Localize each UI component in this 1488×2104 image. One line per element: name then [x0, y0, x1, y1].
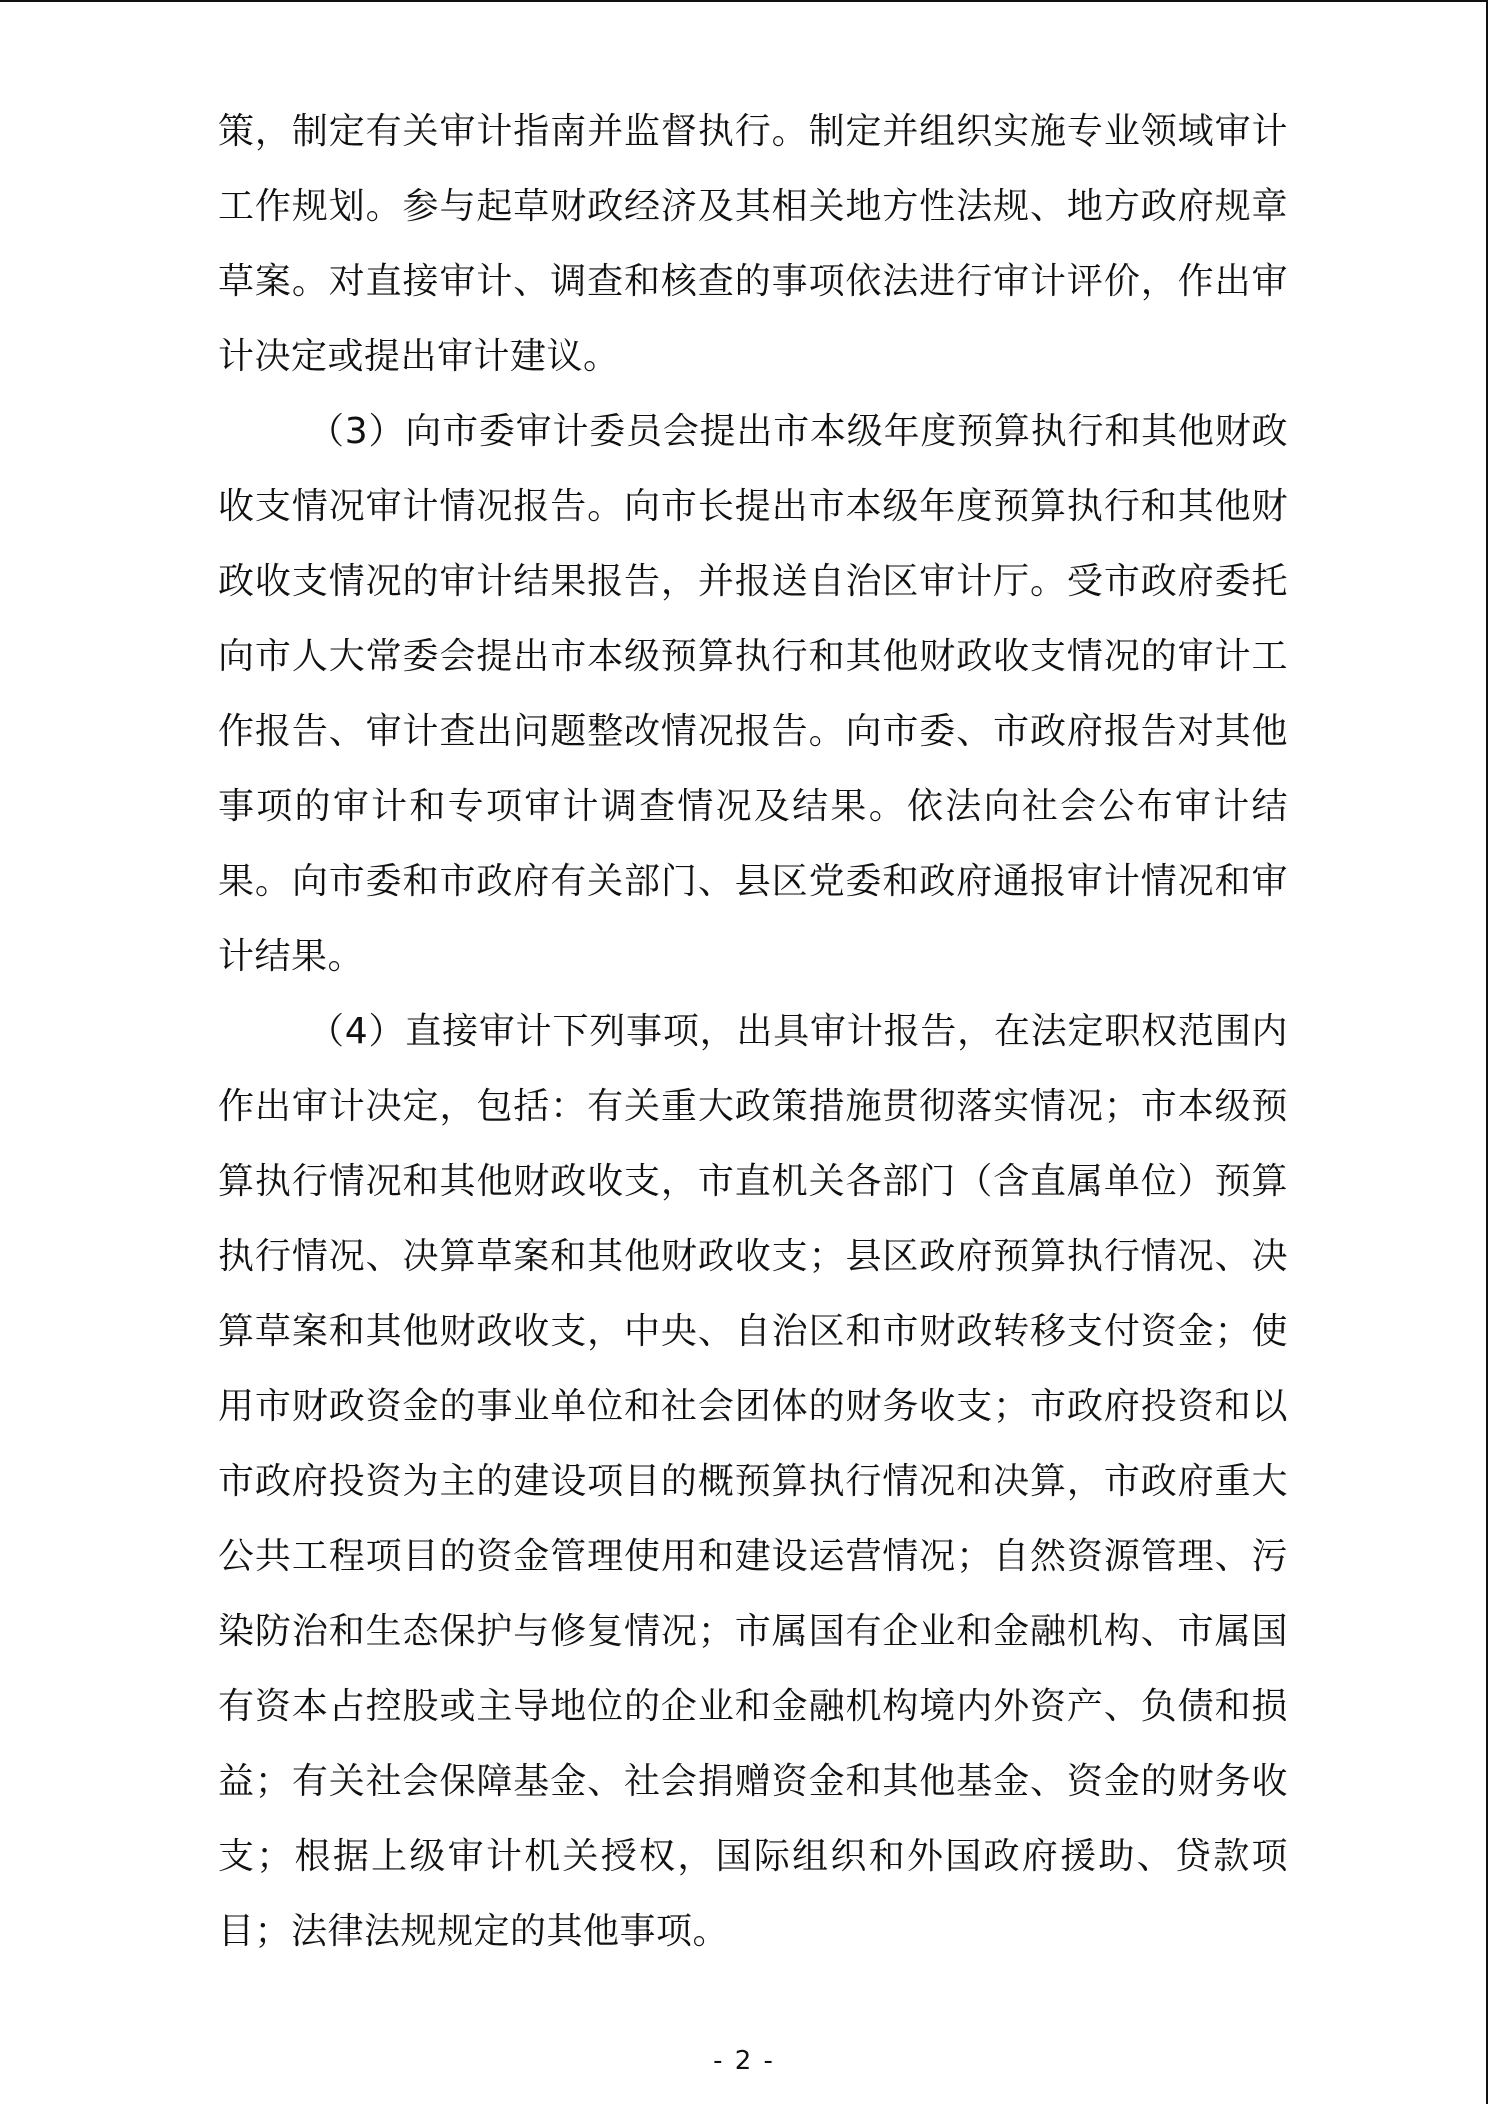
page-number: - 2 - — [713, 2046, 775, 2076]
document-body — [218, 94, 1288, 1969]
paragraph-item-4: （4）直接审计下列事项，出具审计报告，在法定职权范围内作出审计决定，包括：有关重大政策措施贯彻落实情况；市本级预算执行情况和其他财政收支，市直机关各部门（含直属单位）预算执行情况、决算草案和其他财政收支；县区政府预算执行情况、决算草案和其他财政收支，中央、自治区和市财政转移支付资金；使用市财政资金的事业单位和社会团体的财务收支；市政府投资和以市政府投资为主的建设项目的概预算执行情况和决算，市政府重大公共工程项目的资金管理使用和建设运营情况；自然资源管理、污染防治和生态保护与修复情况；市属国有企业和金融机构、市属国有资本占控股或主导地位的企业和金融机构境内外资产、负债和损益；有关社会保障基金、社会捐赠资金和其他基金、资金的财务收支；根据上级审计机关授权，国际组织和外国政府援助、贷款项目；法律法规规定的其他事项。 — [218, 1011, 1288, 1952]
paragraph-item-3: （3）向市委审计委员会提出市本级年度预算执行和其他财政收支情况审计情况报告。向市长提出市本级年度预算执行和其他财政收支情况的审计结果报告，并报送自治区审计厅。受市政府委托向市人大常委会提出市本级预算执行和其他财政收支情况的审计工作报告、审计查出问题整改情况报告。向市委、市政府报告对其他事项的审计和专项审计调查情况及结果。依法向社会公布审计结果。向市委和市政府有关部门、县区党委和政府通报审计情况和审计结果。 — [218, 411, 1288, 977]
paragraph-continuation: 策，制定有关审计指南并监督执行。制定并组织实施专业领域审计工作规划。参与起草财政经济及其相关地方性法规、地方政府规章草案。对直接审计、调查和核查的事项依法进行审计评价，作出审计决定或提出审计建议。 — [218, 111, 1288, 377]
